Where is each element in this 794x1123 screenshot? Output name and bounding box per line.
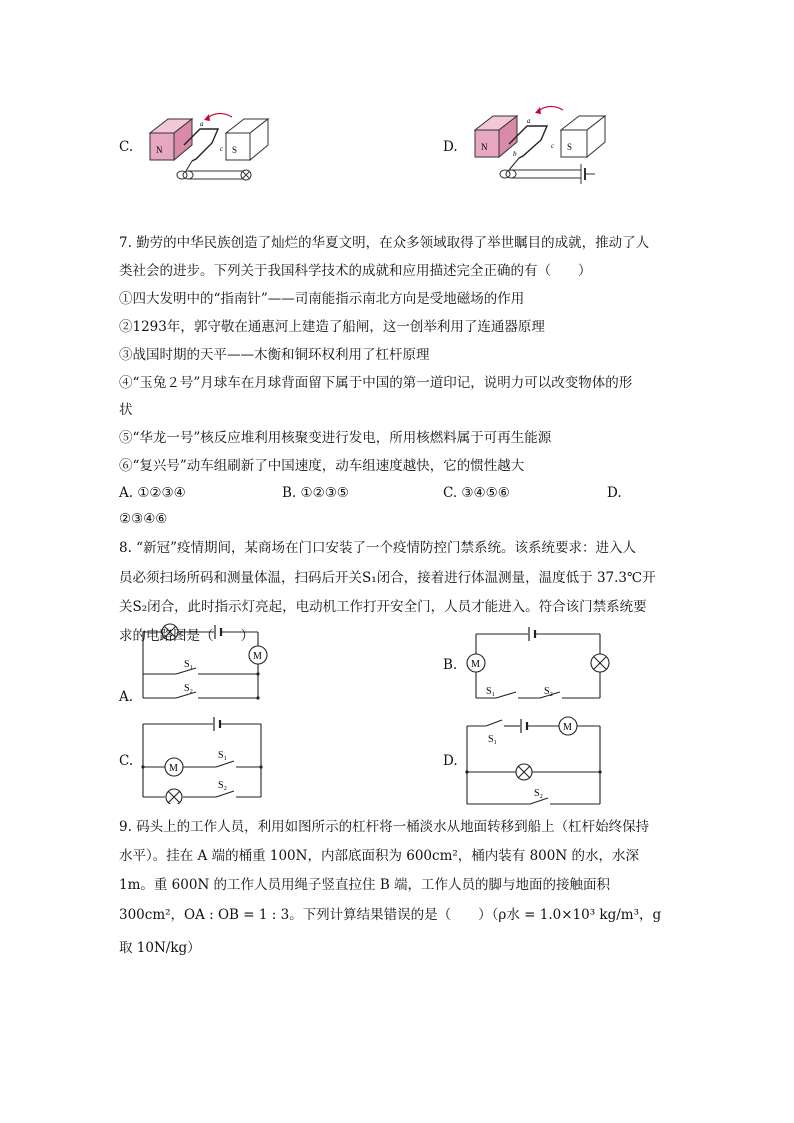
q9-line2: 水平）。挂在 A 端的桶重 100N，内部底面积为 600cm²，桶内装有 800N 的水，水深 [119, 848, 639, 864]
q9-line3: 1m。重 600N 的工作人员用绳子竖直拉住 B 端，工作人员的脚与地面的接触面积 [119, 877, 611, 893]
circuit-b [458, 622, 618, 707]
q9-line1: 9. 码头上的工作人员，利用如图所示的杠杆将一桶淡水从地面转移到船上（杠杆始终保持 [119, 819, 650, 835]
svg-text:S₂: S₂ [544, 686, 554, 697]
svg-text:S₁: S₁ [486, 686, 496, 697]
q7-option-b: B. ①②③⑤ [282, 485, 349, 501]
generator-figure-d [465, 100, 615, 190]
svg-text:S₂: S₂ [218, 780, 228, 791]
svg-text:N: N [156, 145, 163, 155]
svg-text:M: M [471, 659, 480, 670]
circuit-c [138, 712, 268, 804]
q7-item-2: ②1293年，郭守敬在通惠河上建造了船闸，这一创举利用了连通器原理 [119, 319, 545, 335]
circuit-c-label: C. [119, 753, 134, 769]
svg-text:M: M [169, 763, 178, 774]
circuit-d-label: D. [443, 753, 458, 769]
q7-option-c: C. ③④⑤⑥ [443, 485, 510, 501]
svg-text:S₁: S₁ [488, 734, 498, 745]
svg-text:S₁: S₁ [184, 659, 194, 670]
generator-figure-c [140, 105, 275, 190]
svg-text:M: M [253, 651, 262, 662]
q7-stem-line2: 类社会的进步。下列关于我国科学技术的成就和应用描述完全正确的有（ ） [119, 263, 592, 279]
q7-item-1: ①四大发明中的“指南针”——司南能指示南北方向是受地磁场的作用 [119, 291, 525, 307]
q7-option-d: D. [607, 485, 622, 501]
q8-line2: 员必须扫场所码和测量体温，扫码后开关S₁闭合，接着进行体温测量，温度低于 37.3℃开 [119, 570, 656, 586]
circuit-d [462, 712, 612, 808]
q8-line1: 8. “新冠”疫情期间，某商场在门口安装了一个疫情防控门禁系统。该系统要求：进入人 [119, 540, 636, 556]
q7-stem-line1: 7. 勤劳的中华民族创造了灿烂的华夏文明，在众多领域取得了举世瞩目的成就，推动了人 [119, 235, 650, 251]
svg-text:S₂: S₂ [534, 788, 544, 799]
q9-line4: 300cm²，OA : OB = 1 : 3。下列计算结果错误的是（ ）（ρ水 = 1.0×10³ kg/m³，g [119, 907, 662, 923]
circuit-a [138, 618, 273, 708]
q7-item-4-cont: 状 [119, 402, 133, 418]
circuit-b-label: B. [443, 657, 458, 673]
svg-text:S: S [232, 145, 238, 155]
svg-text:S₁: S₁ [218, 750, 228, 761]
svg-text:c: c [220, 145, 224, 153]
q7-item-3: ③战国时期的天平——木衡和铜环权利用了杠杆原理 [119, 347, 430, 363]
q8-line4: 求的电路图是（ ） [119, 628, 254, 644]
svg-text:S: S [567, 142, 573, 152]
q7-option-a: A. ①②③④ [119, 485, 186, 501]
q8-line3: 关S₂闭合，此时指示灯亮起，电动机工作打开安全门，人员才能进入。符合该门禁系统要 [119, 599, 647, 615]
svg-text:S₂: S₂ [184, 683, 194, 694]
q7-item-5: ⑤“华龙一号”核反应堆利用核聚变进行发电，所用核燃料属于可再生能源 [119, 430, 552, 446]
svg-text:c: c [551, 142, 555, 150]
svg-text:a: a [527, 117, 531, 125]
option-d-label: D. [443, 139, 458, 155]
q9-line5: 取 10N/kg） [119, 940, 201, 956]
svg-text:N: N [481, 142, 488, 152]
svg-text:M: M [563, 722, 572, 733]
svg-text:b: b [513, 150, 517, 158]
svg-text:a: a [200, 120, 204, 128]
q7-option-d-cont: ②③④⑥ [119, 511, 168, 527]
q7-item-4: ④“玉兔２号”月球车在月球背面留下属于中国的第一道印记，说明力可以改变物体的形 [119, 375, 633, 391]
option-c-label: C. [119, 139, 134, 155]
circuit-a-label: A. [119, 689, 134, 705]
q7-item-6: ⑥“复兴号”动车组刷新了中国速度，动车组速度越快，它的惯性越大 [119, 458, 525, 474]
